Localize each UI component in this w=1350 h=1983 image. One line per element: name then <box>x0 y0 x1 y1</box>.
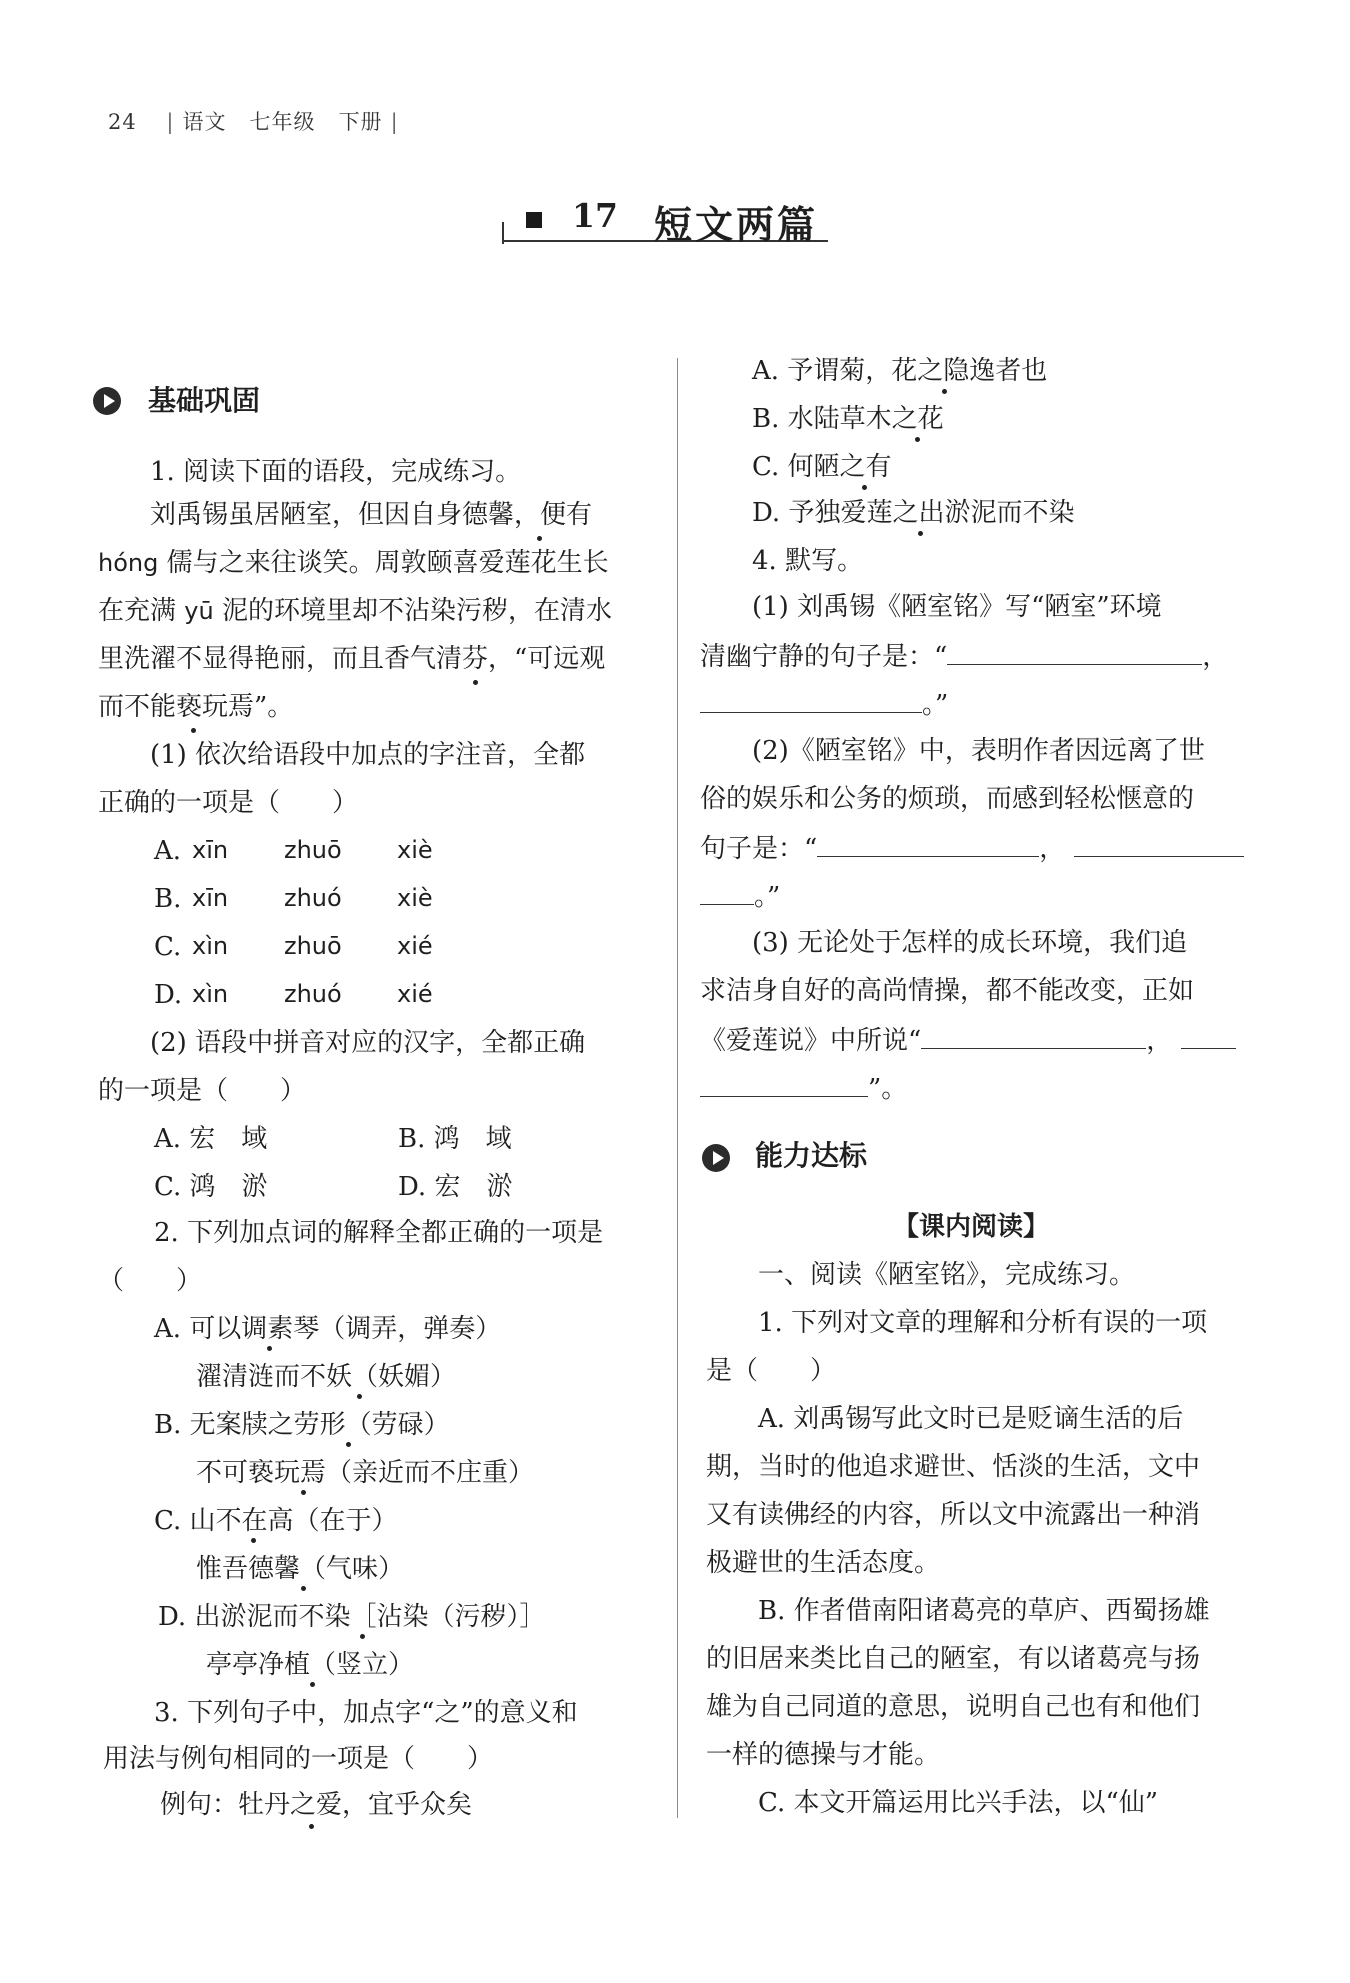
prompt-text: ， <box>1039 834 1066 864</box>
passage-line <box>98 550 609 576</box>
option-b-line: 雄为自己同道的意思，说明自己也有和他们 <box>706 1692 1201 1722</box>
prompt-text: 句子是：“ <box>700 834 818 864</box>
emphasis-dot <box>267 1346 272 1351</box>
prompt-text: 《爱莲说》中所说“ <box>700 1026 922 1056</box>
pinyin: xīn <box>192 836 229 864</box>
pinyin-hong: hóng <box>98 549 159 577</box>
option-b: B. 鸿 域 <box>398 1124 512 1154</box>
option-row <box>154 884 433 914</box>
option-line: 亭亭净植（竖立） <box>206 1650 415 1680</box>
column-divider <box>677 358 678 1818</box>
answer-blank[interactable] <box>700 690 922 713</box>
prompt-text: 。” <box>922 690 949 720</box>
question-4-2 <box>700 834 1244 862</box>
option-line: C. 何陋之有 <box>752 452 892 482</box>
question-2: 2. 下列加点词的解释全都正确的一项是 <box>154 1218 604 1248</box>
pinyin: zhuó <box>284 980 342 1008</box>
reading-question-1: 1. 下列对文章的理解和分析有误的一项 <box>758 1308 1208 1338</box>
emphasis-dot <box>918 531 923 536</box>
question-4: 4. 默写。 <box>752 546 864 576</box>
option-a-line: 期，当时的他追求避世、恬淡的生活，文中 <box>706 1452 1201 1482</box>
question-1-2: 的一项是（ ） <box>98 1076 307 1106</box>
prompt-text: ， <box>1202 642 1229 672</box>
header-volume: 下册 <box>338 110 383 134</box>
emphasis-dot <box>537 536 542 541</box>
section-heading-basic: 基础巩固 <box>148 384 261 417</box>
option-b-line: B. 作者借南阳诸葛亮的草庐、西蜀扬雄 <box>758 1596 1210 1626</box>
pinyin: xiè <box>397 884 433 912</box>
emphasis-dot <box>191 728 196 733</box>
emphasis-dot <box>251 1538 256 1543</box>
option-a: A. 宏 域 <box>154 1124 268 1154</box>
lesson-number: 17 <box>572 196 618 235</box>
prompt-text: 。” <box>754 882 781 912</box>
option-line: B. 无案牍之劳形（劳碌） <box>154 1410 450 1440</box>
lesson-title <box>502 196 828 247</box>
example-sentence: 例句：牡丹之爱，宜乎众矣 <box>160 1790 473 1820</box>
play-circle-icon <box>93 387 121 415</box>
answer-blank[interactable] <box>817 834 1039 857</box>
answer-blank[interactable] <box>700 1074 868 1097</box>
emphasis-dot <box>346 1442 351 1447</box>
emphasis-dot <box>310 1682 315 1687</box>
pinyin: zhuó <box>284 884 342 912</box>
emphasis-dot <box>301 1490 306 1495</box>
answer-blank[interactable] <box>921 1026 1146 1049</box>
question-4-3 <box>700 1074 907 1102</box>
option-line: D. 予独爱莲之出淤泥而不染 <box>752 498 1075 528</box>
option-row <box>154 836 433 866</box>
question-1-2: (2) 语段中拼音对应的汉字，全都正确 <box>150 1028 586 1058</box>
lesson-title-text: 短文两篇 <box>654 202 819 247</box>
option-line: B. 水陆草木之花 <box>752 404 944 434</box>
option-c-line: C. 本文开篇运用比兴手法，以“仙” <box>758 1788 1159 1818</box>
option-line: D. 出淤泥而不染［沾染（污秽）］ <box>158 1602 546 1632</box>
question-3: 3. 下列句子中，加点字“之”的意义和 <box>154 1698 578 1728</box>
pinyin-yu: yū <box>184 597 214 625</box>
header-subject: 语文 <box>182 110 227 134</box>
pinyin: xiè <box>397 836 433 864</box>
pinyin: xīn <box>192 884 229 912</box>
emphasis-dot <box>301 1586 306 1591</box>
option-b-line: 的旧居来类比自己的陋室，有以诸葛亮与扬 <box>706 1644 1201 1674</box>
emphasis-dot <box>357 1394 362 1399</box>
answer-blank[interactable] <box>947 642 1202 665</box>
question-1-intro: 1. 阅读下面的语段，完成练习。 <box>150 457 522 487</box>
title-bracket <box>502 222 504 244</box>
option-line: A. 予谓菊，花之隐逸者也 <box>752 356 1048 386</box>
pinyin: xìn <box>192 980 229 1008</box>
option-label: A. <box>154 836 182 866</box>
subheading-reading: 【课内阅读】 <box>893 1212 1050 1242</box>
section-heading-ability: 能力达标 <box>755 1139 868 1172</box>
question-4-2 <box>700 882 780 910</box>
question-4-1 <box>700 642 1228 670</box>
reading-intro: 一、阅读《陋室铭》，完成练习。 <box>758 1260 1136 1290</box>
option-line: 濯清涟而不妖（妖媚） <box>196 1362 457 1392</box>
passage-line: 里洗濯不显得艳丽，而且香气清芬，“可远观 <box>98 644 606 674</box>
question-1-1: (1) 依次给语段中加点的字注音，全都 <box>150 740 586 770</box>
page-number: 24 <box>108 110 137 134</box>
question-4-3 <box>700 1026 1236 1054</box>
option-line: C. 山不在高（在于） <box>154 1506 398 1536</box>
question-4-3: 求洁身自好的高尚情操，都不能改变，正如 <box>700 976 1195 1006</box>
question-2: （ ） <box>98 1266 203 1296</box>
pinyin: zhuō <box>284 836 342 864</box>
option-d: D. 宏 淤 <box>398 1172 513 1202</box>
option-label: B. <box>154 884 182 914</box>
prompt-text: ， <box>1146 1026 1173 1056</box>
answer-blank[interactable] <box>700 882 754 905</box>
option-row <box>154 932 433 962</box>
emphasis-dot <box>309 1824 314 1829</box>
passage-line: 刘禹锡虽居陋室，但因自身德馨，便有 <box>150 500 593 530</box>
passage-line: 而不能亵玩焉”。 <box>98 692 294 722</box>
prompt-text: ”。 <box>868 1074 908 1104</box>
question-1-1: 正确的一项是（ ） <box>98 788 359 818</box>
option-line: 惟吾德馨（气味） <box>196 1554 405 1584</box>
question-4-3: (3) 无论处于怎样的成长环境，我们追 <box>752 928 1188 958</box>
pinyin: xié <box>397 980 433 1008</box>
passage-text: 儒与之来往谈笑。周敦颐喜爱莲花生长 <box>166 548 609 578</box>
reading-question-1: 是（ ） <box>706 1356 837 1386</box>
play-circle-icon <box>702 1144 730 1172</box>
emphasis-dot <box>473 680 478 685</box>
header-grade: 七年级 <box>249 110 316 134</box>
option-a-line: 极避世的生活态度。 <box>706 1548 941 1578</box>
header-separator: | <box>166 110 175 134</box>
page-header <box>108 106 407 136</box>
option-label: C. <box>154 932 182 962</box>
option-label: D. <box>154 980 183 1010</box>
answer-blank[interactable] <box>1181 1026 1236 1049</box>
option-a-line: A. 刘禹锡写此文时已是贬谪生活的后 <box>758 1404 1184 1434</box>
answer-blank[interactable] <box>1074 834 1244 857</box>
question-4-2: (2)《陋室铭》中，表明作者因远离了世 <box>752 736 1205 766</box>
prompt-text: 清幽宁静的句子是：“ <box>700 642 948 672</box>
passage-line <box>98 598 612 624</box>
emphasis-dot <box>915 437 920 442</box>
option-row <box>154 980 433 1010</box>
option-line: A. 可以调素琴（调弄，弹奏） <box>154 1314 502 1344</box>
pinyin: xié <box>397 932 433 960</box>
emphasis-dot <box>862 485 867 490</box>
option-b-line: 一样的德操与才能。 <box>706 1740 941 1770</box>
emphasis-dot <box>942 389 947 394</box>
passage-text: 泥的环境里却不沾染污秽，在清水 <box>221 596 612 626</box>
pinyin: zhuō <box>284 932 342 960</box>
question-3: 用法与例句相同的一项是（ ） <box>103 1744 494 1774</box>
option-a-line: 又有读佛经的内容，所以文中流露出一种消 <box>706 1500 1201 1530</box>
header-separator: | <box>390 110 399 134</box>
question-4-2: 俗的娱乐和公务的烦琐，而感到轻松惬意的 <box>700 784 1195 814</box>
pinyin: xìn <box>192 932 229 960</box>
passage-text: 在充满 <box>98 596 177 626</box>
question-4-1 <box>700 690 948 718</box>
option-line: 不可亵玩焉（亲近而不庄重） <box>196 1458 535 1488</box>
question-4-1: (1) 刘禹锡《陋室铭》写“陋室”环境 <box>752 592 1162 622</box>
option-c: C. 鸿 淤 <box>154 1172 268 1202</box>
emphasis-dot <box>360 1634 365 1639</box>
square-bullet-icon <box>526 212 542 228</box>
